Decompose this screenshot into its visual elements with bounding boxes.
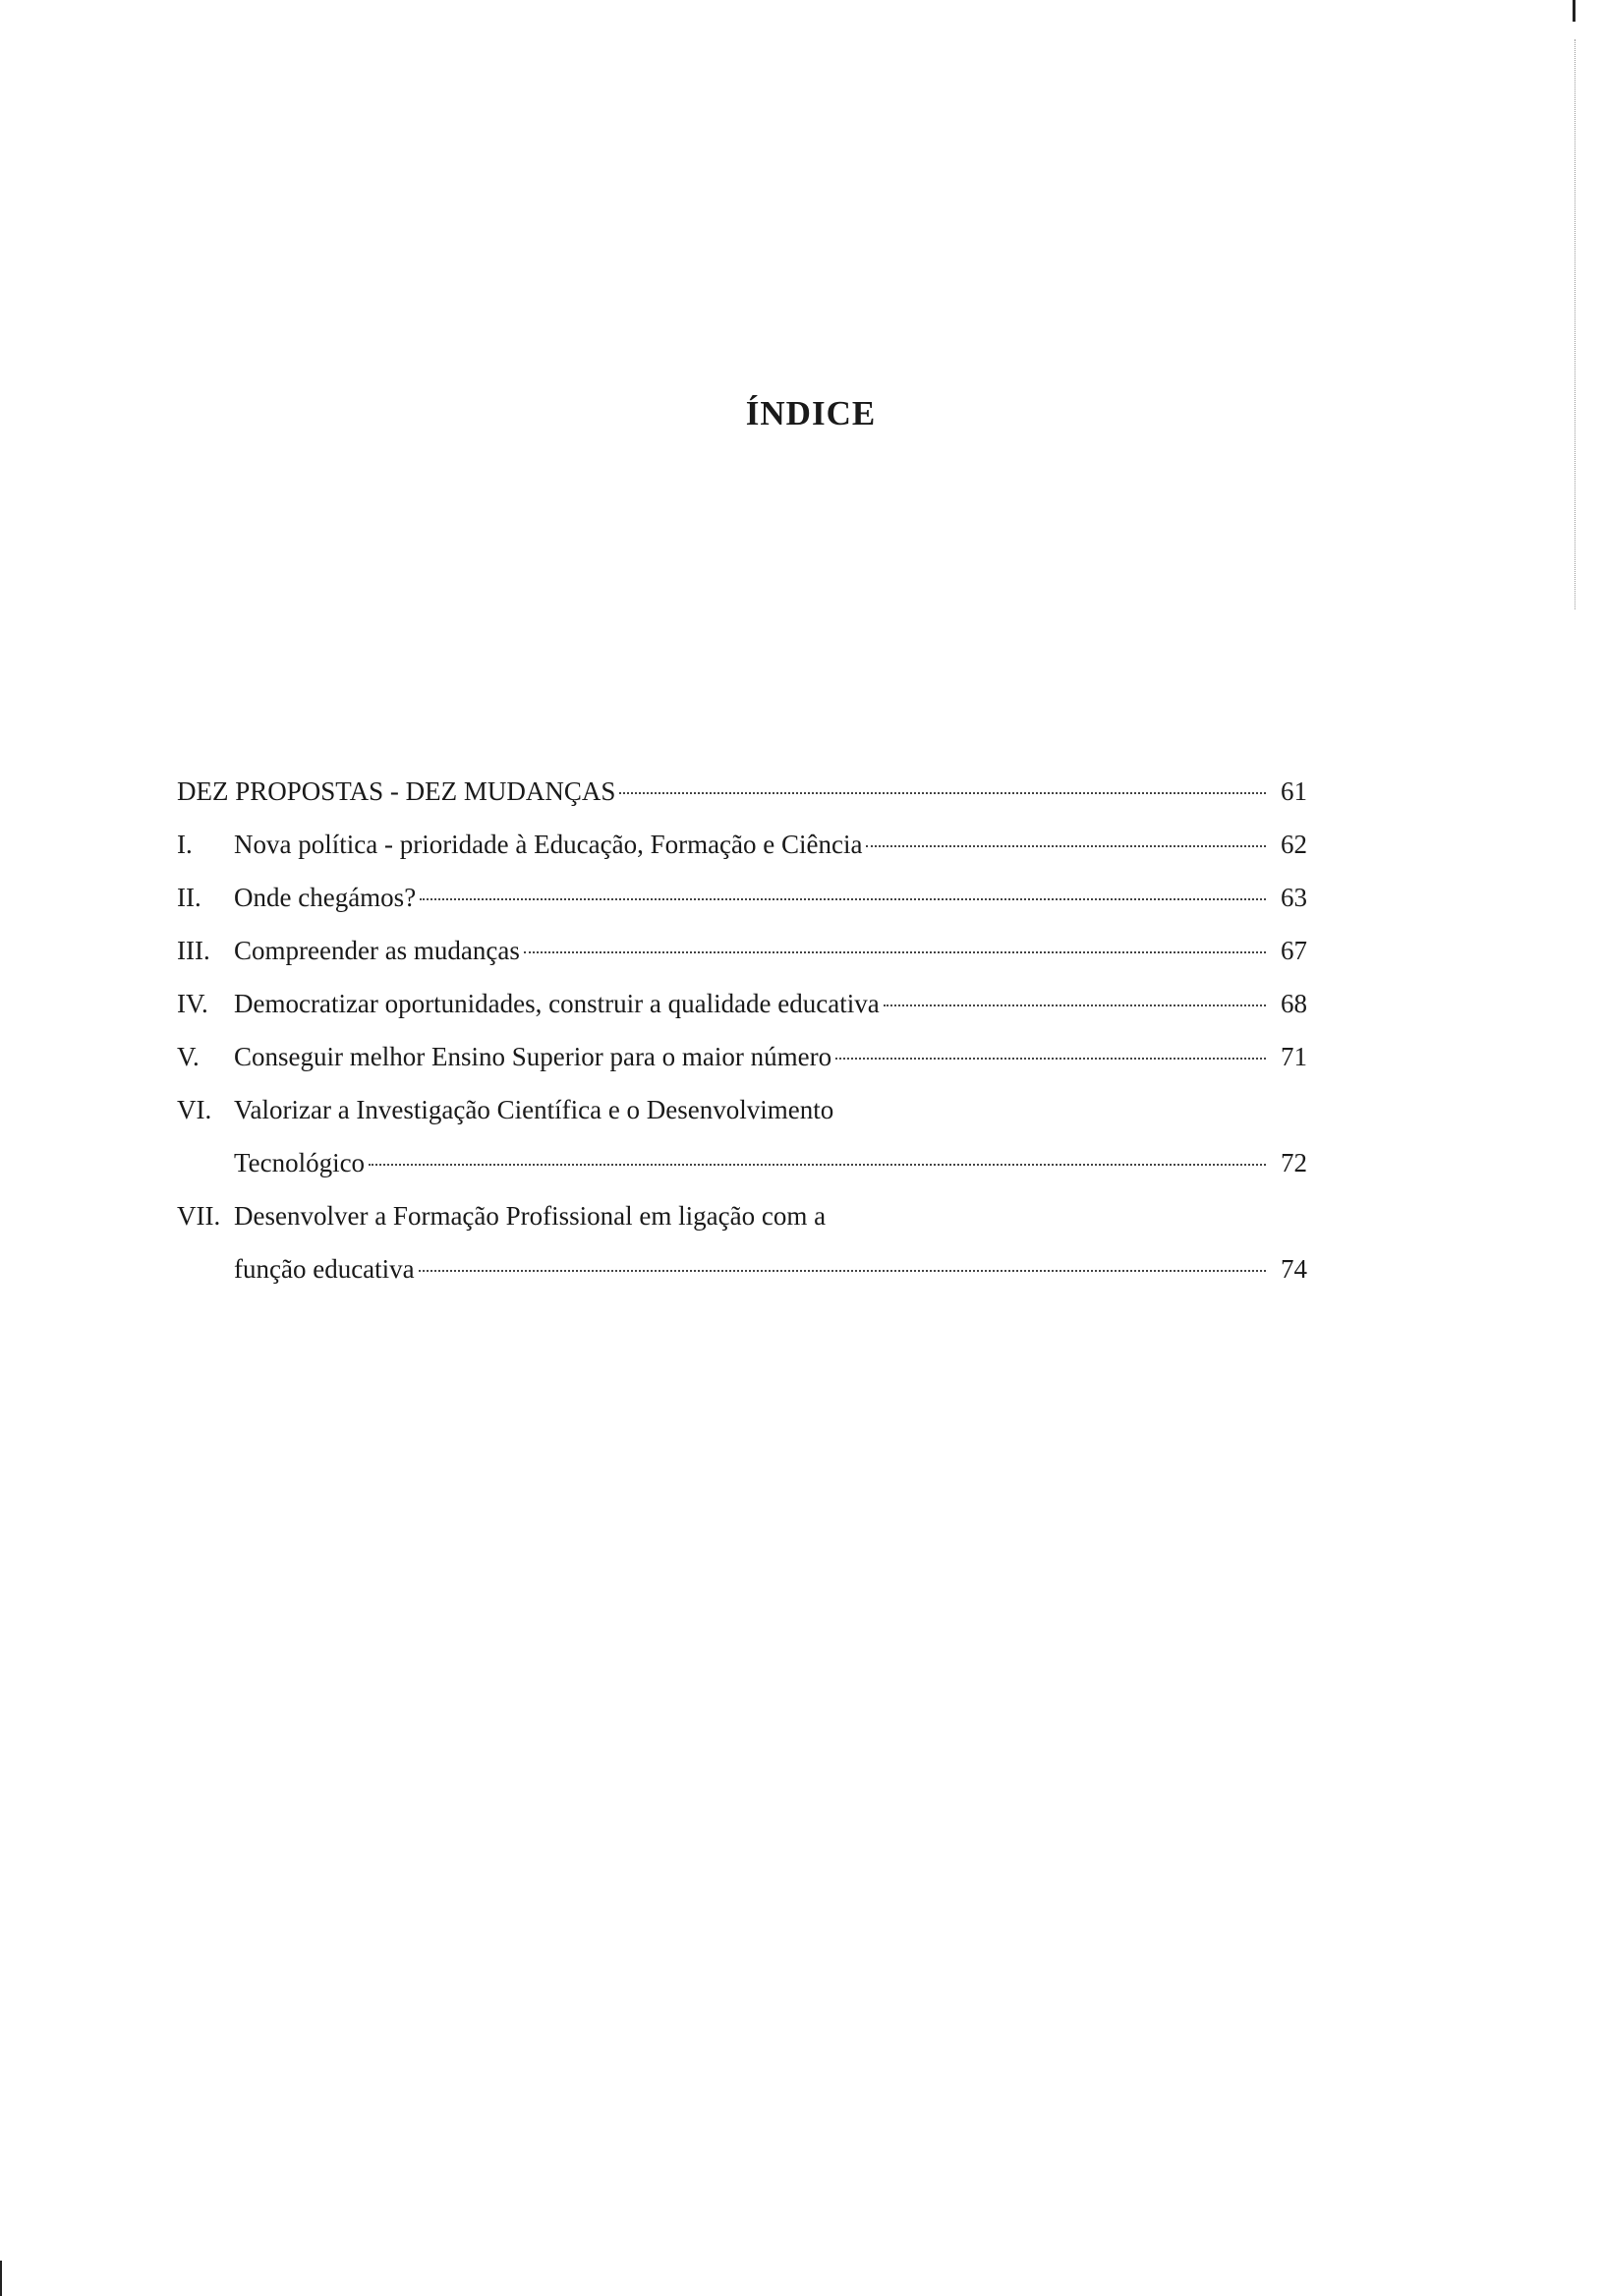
toc-label: Conseguir melhor Ensino Superior para o maior número xyxy=(234,1042,832,1071)
toc-numeral: II. xyxy=(177,883,201,912)
dot-leader xyxy=(835,1058,1266,1060)
dot-leader xyxy=(866,845,1266,847)
toc-label: Valorizar a Investigação Científica e o Desenvolvimento xyxy=(234,1095,834,1124)
toc-numeral: V. xyxy=(177,1042,200,1071)
toc-page-number: 67 xyxy=(1281,936,1307,965)
toc-numeral: III. xyxy=(177,936,210,965)
toc-row xyxy=(177,830,1307,883)
toc-page-number: 71 xyxy=(1281,1042,1307,1071)
scan-edge-mark-top-right xyxy=(1573,0,1575,22)
dot-leader xyxy=(884,1004,1266,1006)
toc-label: Desenvolver a Formação Profissional em ligação com a xyxy=(234,1201,827,1231)
toc-heading-row xyxy=(177,776,1307,830)
toc-label: DEZ PROPOSTAS - DEZ MUDANÇAS xyxy=(177,776,616,806)
toc-page-number: 74 xyxy=(1281,1254,1307,1284)
dot-leader xyxy=(419,1270,1266,1272)
toc-row xyxy=(177,989,1307,1042)
toc-page-number: 63 xyxy=(1281,883,1307,912)
toc-label: Compreender as mudanças xyxy=(234,936,520,965)
dot-leader xyxy=(369,1164,1266,1166)
dot-leader xyxy=(619,792,1266,794)
toc-label: Onde chegámos? xyxy=(234,883,417,912)
toc-label: Nova política - prioridade à Educação, Formação e Ciência xyxy=(234,830,863,859)
toc-numeral: VI. xyxy=(177,1095,212,1124)
toc-row-continuation xyxy=(177,1148,1307,1201)
dot-leader xyxy=(524,951,1266,953)
toc-label: Tecnológico xyxy=(234,1148,366,1177)
toc-page-number: 72 xyxy=(1281,1148,1307,1177)
dot-leader xyxy=(420,898,1266,900)
toc-numeral: IV. xyxy=(177,989,208,1018)
toc-page-number: 61 xyxy=(1281,776,1307,806)
toc-row xyxy=(177,1042,1307,1095)
toc-row-continuation xyxy=(177,1254,1307,1307)
table-of-contents xyxy=(177,776,1307,1307)
toc-row xyxy=(177,1095,1307,1148)
toc-label: Democratizar oportunidades, construir a qualidade educativa xyxy=(234,989,880,1018)
toc-numeral: I. xyxy=(177,830,193,859)
toc-numeral: VII. xyxy=(177,1201,221,1231)
page-title: ÍNDICE xyxy=(745,394,877,433)
toc-row xyxy=(177,1201,1307,1254)
toc-page-number: 62 xyxy=(1281,830,1307,859)
toc-row xyxy=(177,936,1307,989)
scan-edge-mark-bottom-left xyxy=(0,2261,2,2296)
toc-row xyxy=(177,883,1307,936)
toc-page-number: 68 xyxy=(1281,989,1307,1018)
toc-label: função educativa xyxy=(234,1254,415,1284)
